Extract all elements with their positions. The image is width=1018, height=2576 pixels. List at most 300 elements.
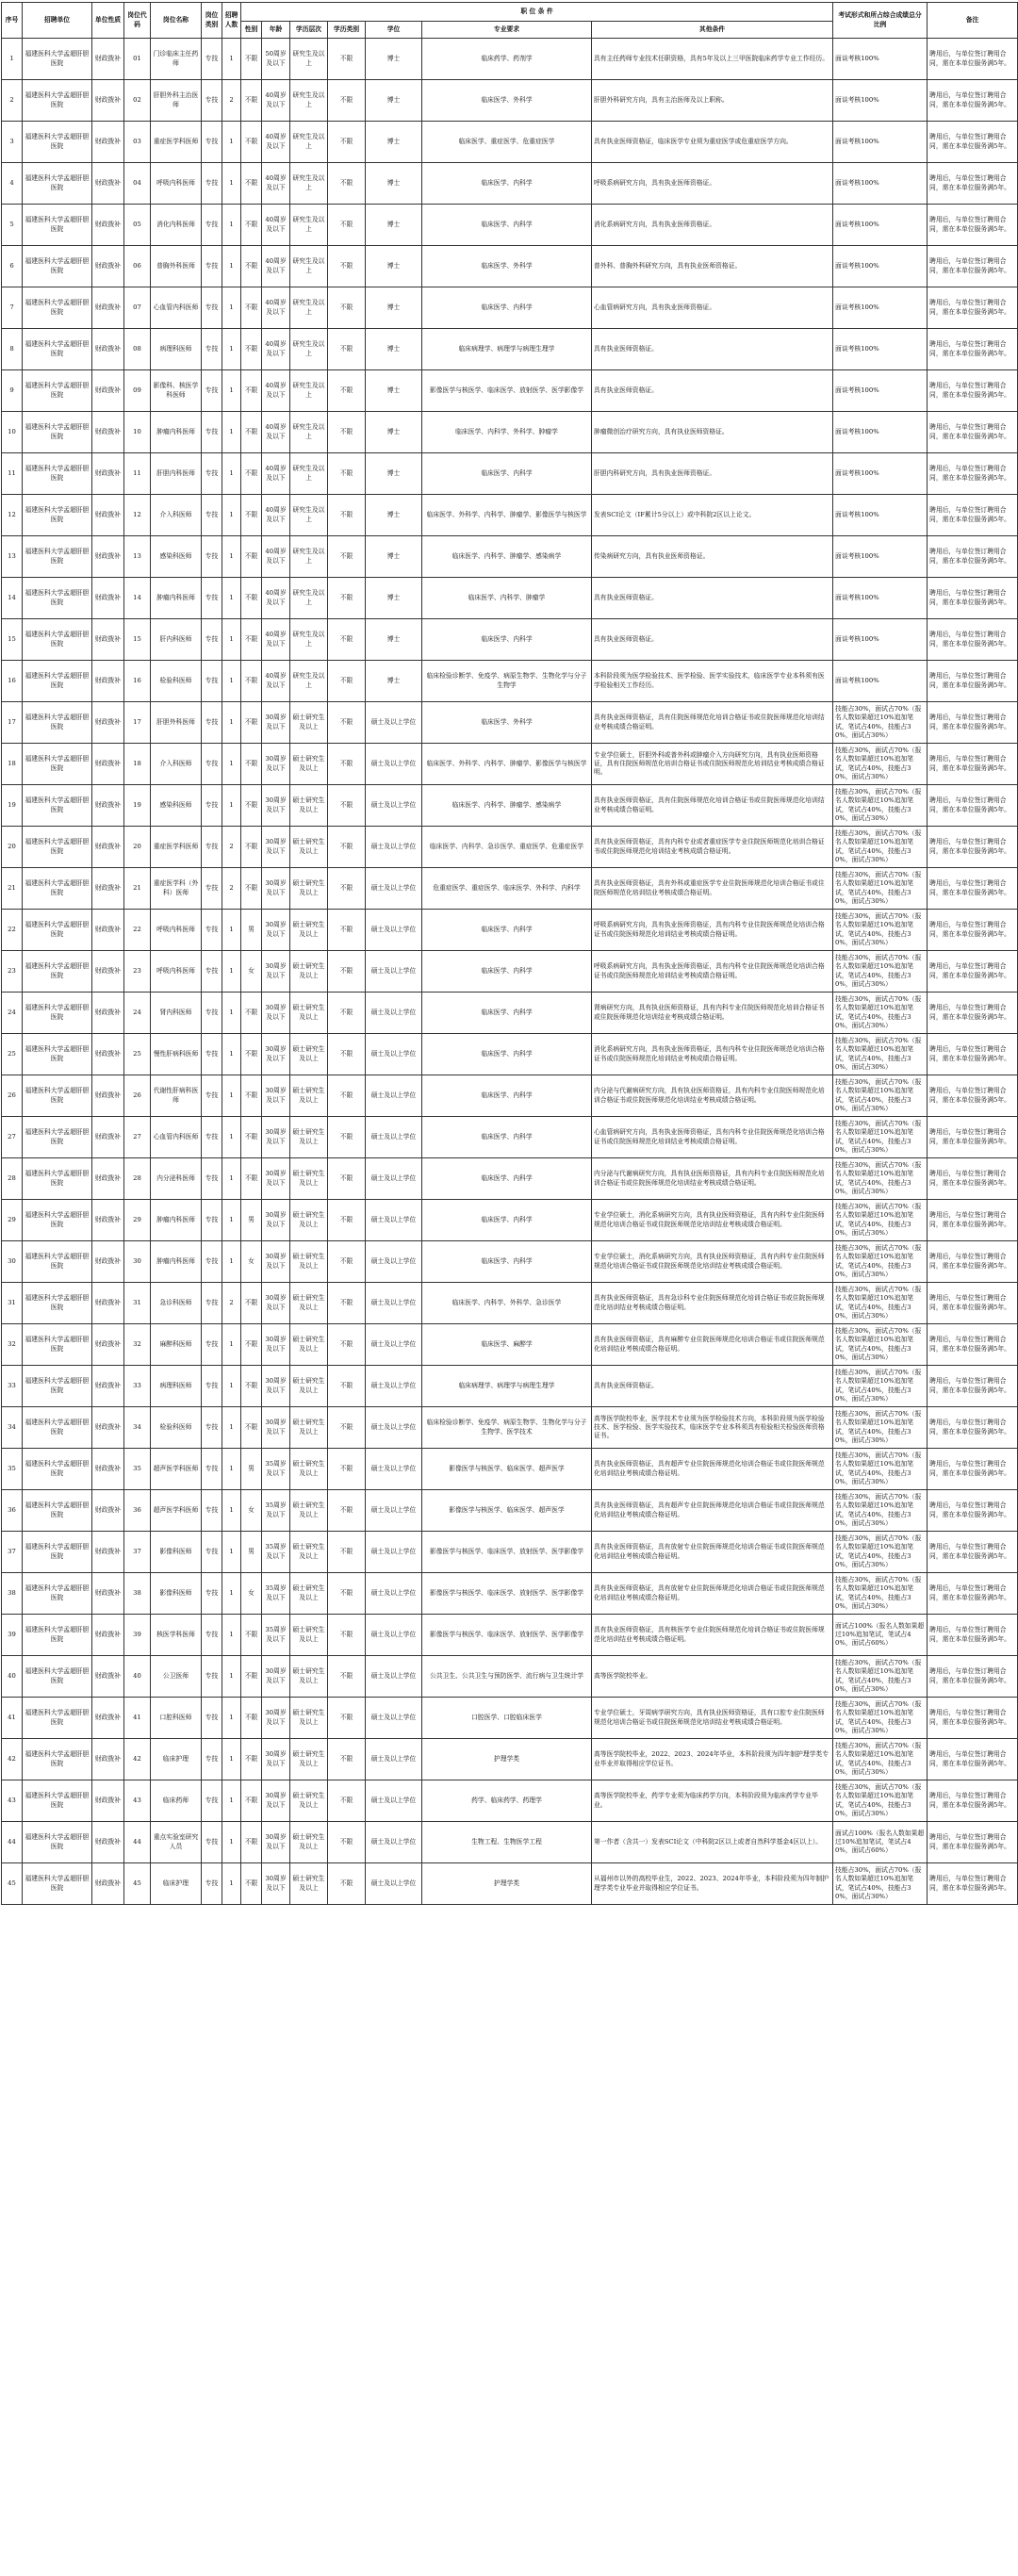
cell-edu: 研究生及以上 [290,619,328,661]
cell-seq: 41 [2,1698,23,1739]
cell-edu-type: 不限 [328,1739,366,1780]
cell-nature: 财政拨补 [92,1034,124,1075]
cell-gender: 不限 [241,993,262,1034]
cell-seq: 16 [2,661,23,702]
table-row [2,453,1018,495]
cell-count: 1 [222,1117,241,1158]
cell-age: 30周岁及以下 [262,1822,290,1863]
cell-code: 13 [124,536,151,578]
cell-nature: 财政拨补 [92,868,124,910]
cell-other: 专业学位硕士，消化系病研究方向，具有执业医师资格证，具有内科专业住院医师规范化培训合格证书或住院医师规范化培训结业考核成绩合格证明。 [592,1200,833,1241]
cell-nature: 财政拨补 [92,329,124,370]
cell-age: 35周岁及以下 [262,1573,290,1615]
cell-nature: 财政拨补 [92,1615,124,1656]
cell-major: 临床医学、内科学 [422,453,592,495]
cell-category: 专技 [202,39,222,80]
cell-seq: 26 [2,1075,23,1117]
cell-remark: 聘用后，与单位签订聘用合同，需在本单位服务满5年。 [928,495,1018,536]
cell-gender: 不限 [241,412,262,453]
cell-remark: 聘用后，与单位签订聘用合同，需在本单位服务满5年。 [928,827,1018,868]
cell-count: 1 [222,1158,241,1200]
cell-post: 急诊科医师 [151,1283,202,1324]
cell-edu: 研究生及以上 [290,578,328,619]
cell-major: 临床医学、内科学 [422,1075,592,1117]
cell-post: 介入科医师 [151,744,202,785]
cell-category: 专技 [202,329,222,370]
cell-edu: 硕士研究生及以上 [290,1656,328,1698]
cell-remark: 聘用后，与单位签订聘用合同，需在本单位服务满5年。 [928,1283,1018,1324]
cell-nature: 财政拨补 [92,578,124,619]
cell-count: 2 [222,827,241,868]
cell-edu-type: 不限 [328,1822,366,1863]
cell-nature: 财政拨补 [92,702,124,744]
cell-count: 1 [222,1822,241,1863]
cell-code: 32 [124,1324,151,1366]
table-row [2,1324,1018,1366]
cell-gender: 女 [241,1490,262,1532]
header-age: 年龄 [262,22,290,39]
cell-other: 具有执业医师资格证，具有外科或重症医学专业住院医师规范化培训合格证书或住院医师规范化培训结业考核成绩合格证明。 [592,868,833,910]
cell-unit: 福建医科大学孟超肝胆医院 [23,205,92,246]
cell-exam: 面谈考核100% [833,246,928,287]
cell-count: 2 [222,1283,241,1324]
cell-age: 30周岁及以下 [262,1200,290,1241]
cell-unit: 福建医科大学孟超肝胆医院 [23,163,92,205]
cell-age: 30周岁及以下 [262,1407,290,1449]
cell-seq: 12 [2,495,23,536]
cell-age: 35周岁及以下 [262,1532,290,1573]
cell-exam: 技能占30%，面试占70%（报名人数如果超过10%追加笔试，笔试占40%，技能占30%，面试占30%） [833,951,928,993]
cell-age: 40周岁及以下 [262,205,290,246]
cell-category: 专技 [202,1324,222,1366]
cell-other: 消化系病研究方向，具有执业医师资格证，具有内科专业住院医师规范化培训合格证书或住院医师规范化培训结业考核成绩合格证明。 [592,1034,833,1075]
table-row [2,536,1018,578]
cell-age: 40周岁及以下 [262,578,290,619]
cell-other: 呼吸系病研究方向，具有执业医师资格证。 [592,163,833,205]
cell-unit: 福建医科大学孟超肝胆医院 [23,785,92,827]
cell-gender: 不限 [241,661,262,702]
cell-edu: 硕士研究生及以上 [290,744,328,785]
cell-gender: 不限 [241,329,262,370]
cell-unit: 福建医科大学孟超肝胆医院 [23,39,92,80]
cell-major: 临床医学、内科学 [422,910,592,951]
cell-post: 心血管内科医师 [151,287,202,329]
cell-seq: 2 [2,80,23,122]
cell-edu-type: 不限 [328,205,366,246]
cell-edu-type: 不限 [328,1117,366,1158]
cell-edu-type: 不限 [328,1158,366,1200]
cell-seq: 17 [2,702,23,744]
cell-edu-type: 不限 [328,1449,366,1490]
cell-code: 38 [124,1573,151,1615]
cell-edu-type: 不限 [328,1656,366,1698]
cell-unit: 福建医科大学孟超肝胆医院 [23,661,92,702]
cell-other: 肝胆内科研究方向，具有执业医师资格证。 [592,453,833,495]
cell-edu-type: 不限 [328,412,366,453]
cell-age: 30周岁及以下 [262,1034,290,1075]
cell-category: 专技 [202,993,222,1034]
table-body [2,39,1018,1905]
cell-nature: 财政拨补 [92,1407,124,1449]
cell-degree: 博士 [366,619,422,661]
cell-remark: 聘用后，与单位签订聘用合同，需在本单位服务满5年。 [928,1158,1018,1200]
cell-nature: 财政拨补 [92,1200,124,1241]
cell-count: 1 [222,329,241,370]
cell-seq: 27 [2,1117,23,1158]
cell-degree: 硕士及以上学位 [366,1283,422,1324]
cell-degree: 硕士及以上学位 [366,993,422,1034]
cell-degree: 博士 [366,122,422,163]
cell-gender: 不限 [241,619,262,661]
cell-edu-type: 不限 [328,1573,366,1615]
cell-edu: 硕士研究生及以上 [290,993,328,1034]
cell-unit: 福建医科大学孟超肝胆医院 [23,744,92,785]
cell-major: 影像医学与核医学、临床医学、超声医学 [422,1449,592,1490]
cell-count: 1 [222,495,241,536]
cell-gender: 女 [241,951,262,993]
cell-seq: 39 [2,1615,23,1656]
cell-gender: 男 [241,1532,262,1573]
cell-degree: 硕士及以上学位 [366,910,422,951]
cell-remark: 聘用后，与单位签订聘用合同，需在本单位服务满5年。 [928,702,1018,744]
cell-nature: 财政拨补 [92,412,124,453]
cell-other: 具有执业医师资格证，具有超声专业住院医师规范化培训合格证书或住院医师规范化培训结业考核成绩合格证明。 [592,1449,833,1490]
cell-post: 公卫医师 [151,1656,202,1698]
header-degree: 学位 [366,22,422,39]
cell-remark: 聘用后，与单位签订聘用合同，需在本单位服务满5年。 [928,661,1018,702]
cell-nature: 财政拨补 [92,1739,124,1780]
cell-edu: 硕士研究生及以上 [290,1532,328,1573]
cell-nature: 财政拨补 [92,1780,124,1822]
cell-unit: 福建医科大学孟超肝胆医院 [23,1283,92,1324]
cell-edu: 硕士研究生及以上 [290,1034,328,1075]
cell-major: 临床医学、内科学 [422,163,592,205]
cell-remark: 聘用后，与单位签订聘用合同，需在本单位服务满5年。 [928,453,1018,495]
cell-category: 专技 [202,163,222,205]
cell-code: 17 [124,702,151,744]
cell-gender: 男 [241,1449,262,1490]
cell-count: 1 [222,122,241,163]
cell-remark: 聘用后，与单位签订聘用合同，需在本单位服务满5年。 [928,1034,1018,1075]
cell-unit: 福建医科大学孟超肝胆医院 [23,1034,92,1075]
cell-gender: 不限 [241,785,262,827]
cell-remark: 聘用后，与单位签订聘用合同，需在本单位服务满5年。 [928,329,1018,370]
cell-degree: 博士 [366,246,422,287]
cell-code: 45 [124,1863,151,1905]
cell-degree: 博士 [366,412,422,453]
cell-unit: 福建医科大学孟超肝胆医院 [23,1241,92,1283]
cell-gender: 不限 [241,1034,262,1075]
cell-category: 专技 [202,702,222,744]
cell-category: 专技 [202,1117,222,1158]
cell-code: 40 [124,1656,151,1698]
cell-other: 专业学位硕士，肝胆外科或普外科或肿瘤介入方向研究方向，具有执业医师资格证，具有住院医师规范化培训合格证书或住院医师规范化培训结业考核成绩合格证明。 [592,744,833,785]
cell-category: 专技 [202,495,222,536]
cell-category: 专技 [202,785,222,827]
cell-major: 临床病理学、病理学与病理生理学 [422,329,592,370]
cell-unit: 福建医科大学孟超肝胆医院 [23,1449,92,1490]
cell-post: 影像科、核医学科医师 [151,370,202,412]
cell-other: 具有执业医师资格证。 [592,578,833,619]
cell-age: 30周岁及以下 [262,951,290,993]
cell-age: 35周岁及以下 [262,1490,290,1532]
cell-gender: 不限 [241,868,262,910]
cell-gender: 不限 [241,1283,262,1324]
cell-age: 30周岁及以下 [262,1739,290,1780]
cell-exam: 技能占30%，面试占70%（报名人数如果超过10%追加笔试，笔试占40%，技能占30%，面试占30%） [833,1200,928,1241]
cell-nature: 财政拨补 [92,744,124,785]
cell-nature: 财政拨补 [92,122,124,163]
header-major: 专业要求 [422,22,592,39]
cell-unit: 福建医科大学孟超肝胆医院 [23,1822,92,1863]
table-row [2,1034,1018,1075]
cell-unit: 福建医科大学孟超肝胆医院 [23,578,92,619]
cell-exam: 技能占30%，面试占70%（报名人数如果超过10%追加笔试，笔试占40%，技能占30%，面试占30%） [833,868,928,910]
cell-code: 08 [124,329,151,370]
cell-edu: 研究生及以上 [290,39,328,80]
cell-degree: 硕士及以上学位 [366,1324,422,1366]
cell-count: 1 [222,702,241,744]
cell-nature: 财政拨补 [92,1532,124,1573]
cell-post: 肝内科医师 [151,619,202,661]
cell-seq: 19 [2,785,23,827]
cell-age: 30周岁及以下 [262,993,290,1034]
cell-major: 危重症医学、重症医学、临床医学、外科学、内科学 [422,868,592,910]
cell-seq: 31 [2,1283,23,1324]
cell-category: 专技 [202,744,222,785]
cell-gender: 不限 [241,122,262,163]
cell-unit: 福建医科大学孟超肝胆医院 [23,1532,92,1573]
cell-remark: 聘用后，与单位签订聘用合同，需在本单位服务满5年。 [928,80,1018,122]
cell-edu: 硕士研究生及以上 [290,1822,328,1863]
cell-other: 专业学位硕士，牙周病学研究方向，具有执业医师资格证，具有口腔专业住院医师规范化培训合格证书或住院医师规范化培训结业考核成绩合格证明。 [592,1698,833,1739]
header-unit: 招聘单位 [23,3,92,39]
header-other: 其他条件 [592,22,833,39]
table-row [2,1739,1018,1780]
cell-nature: 财政拨补 [92,1283,124,1324]
cell-edu-type: 不限 [328,536,366,578]
cell-major: 临床病理学、病理学与病理生理学 [422,1366,592,1407]
cell-other: 呼吸系病研究方向，具有执业医师资格证，具有内科专业住院医师规范化培训合格证书或住院医师规范化培训结业考核成绩合格证明。 [592,910,833,951]
cell-other: 从福州市以外的高校毕业生，2022、2023、2024年毕业，本科阶段须为四年制护理学类专业毕业并取得相应学位证书。 [592,1863,833,1905]
header-gender: 性别 [241,22,262,39]
cell-edu-type: 不限 [328,785,366,827]
cell-count: 1 [222,744,241,785]
cell-count: 1 [222,1241,241,1283]
cell-major: 临床医学、外科学、内科学、肿瘤学、影像医学与核医学 [422,744,592,785]
cell-count: 1 [222,1075,241,1117]
cell-degree: 博士 [366,39,422,80]
cell-post: 门诊临床主任药师 [151,39,202,80]
cell-other: 呼吸系病研究方向，具有执业医师资格证，具有内科专业住院医师规范化培训合格证书或住院医师规范化培训结业考核成绩合格证明。 [592,951,833,993]
cell-exam: 面谈考核100% [833,453,928,495]
cell-other: 心血管病研究方向，具有执业医师资格证，具有内科专业住院医师规范化培训合格证书或住院医师规范化培训结业考核成绩合格证明。 [592,1117,833,1158]
cell-category: 专技 [202,80,222,122]
cell-post: 普胸外科医师 [151,246,202,287]
cell-gender: 男 [241,1200,262,1241]
cell-degree: 博士 [366,661,422,702]
header-edu: 学历层次 [290,22,328,39]
cell-remark: 聘用后，与单位签订聘用合同，需在本单位服务满5年。 [928,1615,1018,1656]
cell-other: 具有执业医师资格证。 [592,1366,833,1407]
cell-nature: 财政拨补 [92,1863,124,1905]
table-row [2,910,1018,951]
cell-degree: 硕士及以上学位 [366,1615,422,1656]
cell-seq: 32 [2,1324,23,1366]
table-row [2,122,1018,163]
cell-category: 专技 [202,910,222,951]
cell-gender: 不限 [241,1780,262,1822]
cell-nature: 财政拨补 [92,785,124,827]
table-row [2,1698,1018,1739]
cell-unit: 福建医科大学孟超肝胆医院 [23,1490,92,1532]
cell-age: 30周岁及以下 [262,1075,290,1117]
cell-edu-type: 不限 [328,1324,366,1366]
cell-degree: 硕士及以上学位 [366,1158,422,1200]
cell-exam: 技能占30%，面试占70%（报名人数如果超过10%追加笔试，笔试占40%，技能占30%，面试占30%） [833,1075,928,1117]
cell-major: 影像医学与核医学、临床医学、放射医学、医学影像学 [422,1532,592,1573]
cell-seq: 1 [2,39,23,80]
cell-unit: 福建医科大学孟超肝胆医院 [23,1780,92,1822]
cell-major: 公共卫生、公共卫生与预防医学、流行病与卫生统计学 [422,1656,592,1698]
cell-count: 1 [222,453,241,495]
cell-seq: 18 [2,744,23,785]
cell-age: 40周岁及以下 [262,661,290,702]
cell-exam: 面谈考核100% [833,80,928,122]
cell-gender: 不限 [241,205,262,246]
cell-seq: 35 [2,1449,23,1490]
cell-count: 1 [222,246,241,287]
cell-edu: 研究生及以上 [290,453,328,495]
cell-seq: 22 [2,910,23,951]
cell-code: 06 [124,246,151,287]
cell-other: 具有执业医师资格证。 [592,619,833,661]
cell-edu: 硕士研究生及以上 [290,951,328,993]
cell-seq: 15 [2,619,23,661]
cell-age: 30周岁及以下 [262,1656,290,1698]
cell-code: 39 [124,1615,151,1656]
cell-nature: 财政拨补 [92,1117,124,1158]
cell-edu-type: 不限 [328,1698,366,1739]
cell-category: 专技 [202,1780,222,1822]
cell-gender: 不限 [241,80,262,122]
cell-edu-type: 不限 [328,702,366,744]
table-row [2,1283,1018,1324]
cell-edu: 硕士研究生及以上 [290,702,328,744]
cell-edu: 硕士研究生及以上 [290,1158,328,1200]
cell-unit: 福建医科大学孟超肝胆医院 [23,287,92,329]
table-row [2,868,1018,910]
cell-other: 具有主任药师专业技术任职资格，具有5年及以上三甲医院临床药学专业工作经历。 [592,39,833,80]
cell-category: 专技 [202,1739,222,1780]
cell-age: 30周岁及以下 [262,1863,290,1905]
cell-count: 1 [222,1863,241,1905]
cell-post: 病理科医师 [151,1366,202,1407]
cell-age: 30周岁及以下 [262,827,290,868]
cell-remark: 聘用后，与单位签订聘用合同，需在本单位服务满5年。 [928,536,1018,578]
cell-code: 29 [124,1200,151,1241]
cell-unit: 福建医科大学孟超肝胆医院 [23,1863,92,1905]
cell-seq: 10 [2,412,23,453]
cell-category: 专技 [202,1075,222,1117]
cell-major: 临床医学、内科学 [422,287,592,329]
cell-category: 专技 [202,453,222,495]
cell-gender: 不限 [241,702,262,744]
cell-remark: 聘用后，与单位签订聘用合同，需在本单位服务满5年。 [928,1863,1018,1905]
cell-post: 重症医学科医师 [151,122,202,163]
cell-major: 临床医学、内科学 [422,1241,592,1283]
cell-code: 09 [124,370,151,412]
cell-remark: 聘用后，与单位签订聘用合同，需在本单位服务满5年。 [928,1117,1018,1158]
cell-category: 专技 [202,122,222,163]
cell-edu: 硕士研究生及以上 [290,1366,328,1407]
cell-category: 专技 [202,1366,222,1407]
cell-seq: 9 [2,370,23,412]
cell-degree: 博士 [366,287,422,329]
cell-edu: 硕士研究生及以上 [290,1075,328,1117]
cell-code: 15 [124,619,151,661]
cell-exam: 面谈考核100% [833,578,928,619]
cell-edu-type: 不限 [328,868,366,910]
cell-other: 内分泌与代谢病研究方向，具有执业医师资格证，具有内科专业住院医师规范化培训合格证书或住院医师规范化培训结业考核成绩合格证明。 [592,1075,833,1117]
cell-edu-type: 不限 [328,827,366,868]
table-row [2,661,1018,702]
cell-gender: 不限 [241,246,262,287]
cell-nature: 财政拨补 [92,205,124,246]
cell-other: 具有执业医师资格证。 [592,329,833,370]
cell-edu: 硕士研究生及以上 [290,1117,328,1158]
cell-count: 1 [222,1615,241,1656]
cell-code: 24 [124,993,151,1034]
cell-gender: 女 [241,1241,262,1283]
cell-unit: 福建医科大学孟超肝胆医院 [23,453,92,495]
table-row [2,1449,1018,1490]
cell-post: 临床护理 [151,1739,202,1780]
cell-major: 临床药学、药剂学 [422,39,592,80]
cell-edu-type: 不限 [328,163,366,205]
cell-exam: 技能占30%，面试占70%（报名人数如果超过10%追加笔试，笔试占40%，技能占30%，面试占30%） [833,1034,928,1075]
cell-remark: 聘用后，与单位签订聘用合同，需在本单位服务满5年。 [928,370,1018,412]
cell-age: 40周岁及以下 [262,122,290,163]
cell-remark: 聘用后，与单位签订聘用合同，需在本单位服务满5年。 [928,744,1018,785]
table-row [2,1490,1018,1532]
cell-major: 临床医学、重症医学、危重症医学 [422,122,592,163]
cell-remark: 聘用后，与单位签订聘用合同，需在本单位服务满5年。 [928,1366,1018,1407]
cell-post: 代谢性肝病科医师 [151,1075,202,1117]
cell-major: 临床医学、内科学、肿瘤学、感染病学 [422,536,592,578]
table-row [2,80,1018,122]
cell-degree: 硕士及以上学位 [366,1490,422,1532]
cell-age: 40周岁及以下 [262,246,290,287]
cell-count: 1 [222,1366,241,1407]
cell-exam: 技能占30%，面试占70%（报名人数如果超过10%追加笔试，笔试占40%，技能占30%，面试占30%） [833,1366,928,1407]
cell-nature: 财政拨补 [92,1241,124,1283]
cell-code: 33 [124,1366,151,1407]
cell-edu-type: 不限 [328,993,366,1034]
cell-exam: 面谈考核100% [833,329,928,370]
cell-exam: 面谈考核100% [833,661,928,702]
cell-post: 重症医学科医师 [151,827,202,868]
cell-gender: 不限 [241,495,262,536]
cell-category: 专技 [202,1698,222,1739]
cell-category: 专技 [202,205,222,246]
cell-major: 临床医学、内科学、外科学、肿瘤学 [422,412,592,453]
cell-exam: 技能占30%，面试占70%（报名人数如果超过10%追加笔试，笔试占40%，技能占30%，面试占30%） [833,1117,928,1158]
cell-unit: 福建医科大学孟超肝胆医院 [23,702,92,744]
cell-age: 30周岁及以下 [262,702,290,744]
cell-seq: 29 [2,1200,23,1241]
cell-exam: 技能占30%，面试占70%（报名人数如果超过10%追加笔试，笔试占40%，技能占30%，面试占30%） [833,702,928,744]
